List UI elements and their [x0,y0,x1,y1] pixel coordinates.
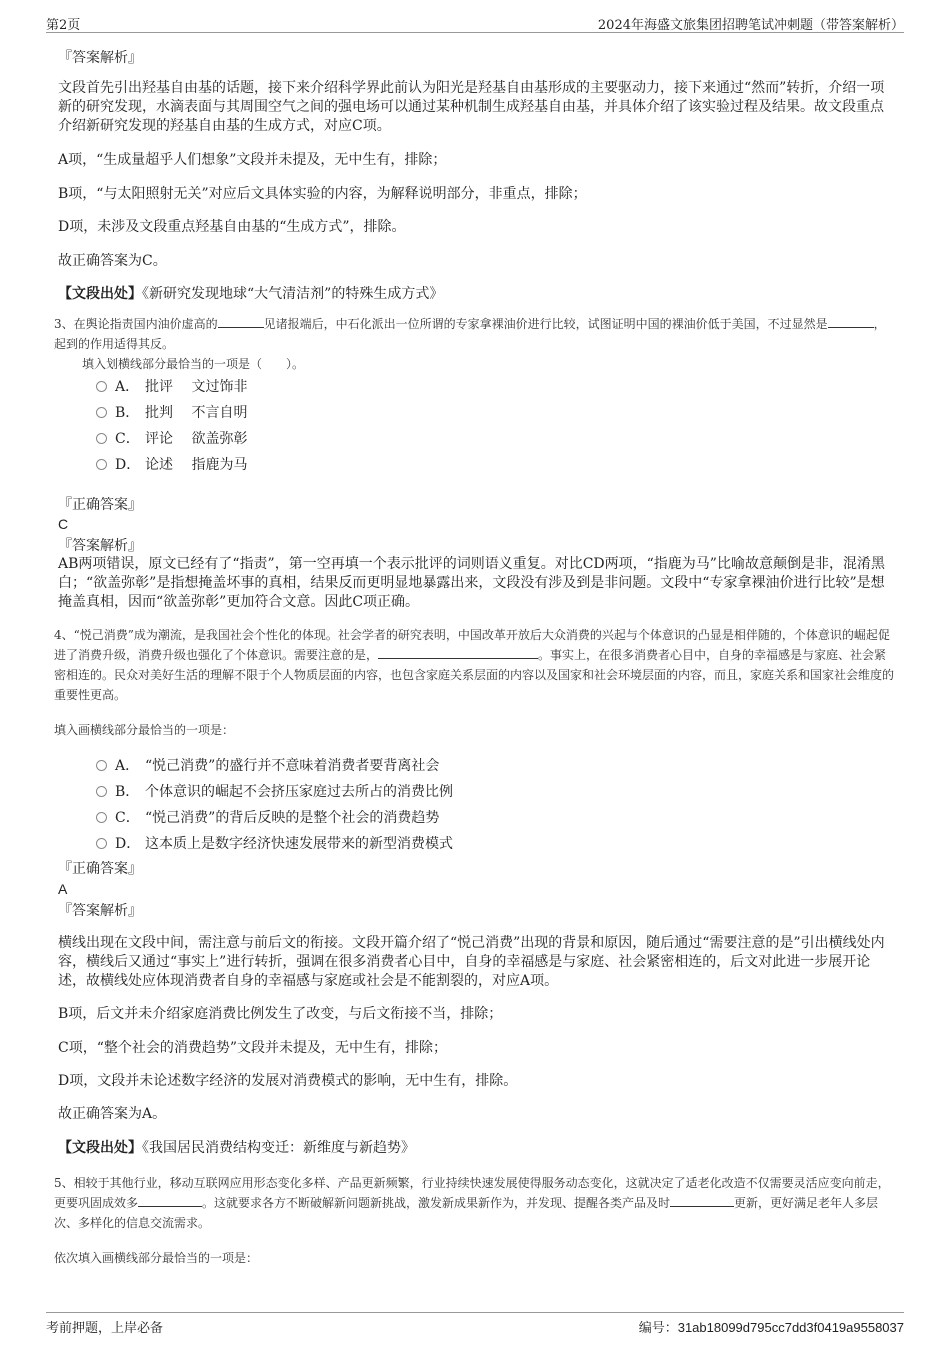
q3-analysis: AB两项错误，原文已经有了“指责”，第一空再填一个表示批评的词则语义重复。对比CD两项，“指鹿为马”比喻故意颠倒是非，混淆黑白；“欲盖弥彰”是指想掩盖坏事的真相，结果反而更明显地暴露出来，文段没有涉及到是非问题。文段中“专家拿裸油价进行比较”是想掩盖真相，因而“欲盖弥彰”更加符合文意。因此C项正确。 [58,556,885,610]
q2-source-label: 【文段出处】 [58,286,142,302]
footer-slogan: 考前押题，上岸必备 [46,1321,164,1336]
q2-option-b-analysis: B项，“与太阳照射无关”对应后文具体实验的内容，为解释说明部分，非重点，排除； [58,186,587,202]
footer-code-label: 编号： [638,1320,678,1335]
q5-stem-part-3: 更新，更好满足老年人多层次、多样化的信息交流需求。 [54,1196,879,1230]
q4-answer: A [58,881,68,897]
q3-option-b[interactable] [96,402,247,422]
q4-source-title: 《我国居民消费结构变迁：新维度与新趋势》 [142,1140,415,1156]
q3-stem [54,314,896,354]
option-text: 批评 文过饰非 [145,379,248,395]
radio-icon[interactable] [96,812,107,823]
q2-source-title: 《新研究发现地球“大气清洁剂”的特殊生成方式》 [142,286,444,302]
q4-prompt: 填入画横线部分最恰当的一项是： [54,723,235,737]
q3-analysis-label: 『答案解析』 [58,538,142,554]
q4-correct-label: 『正确答案』 [58,861,142,877]
q3-correct-label: 『正确答案』 [58,497,142,513]
page-footer [46,1312,904,1337]
q4-option-d[interactable] [96,833,453,853]
q4-option-b[interactable] [96,781,453,801]
q3-blank-1 [218,327,264,328]
q4-conclusion: 故正确答案为A。 [58,1106,167,1122]
q4-analysis-paragraph: 横线出现在文段中间，需注意与前后文的衔接。文段开篇介绍了“悦己消费”出现的背景和原因，随后通过“需要注意的是”引出横线处内容，横线后又通过“事实上”进行转折，强调在很多消费者心目中，自身的幸福感是与家庭、社会紧密相连的，后文对此进一步展开论述，故横线处应体现消费者自身的幸福感与家庭或社会是不能割裂的，对应A项。 [58,935,885,989]
q3-prompt: 填入划横线部分最恰当的一项是（ ）。 [82,357,305,371]
q4-option-d-analysis: D项，文段并未论述数字经济的发展对消费模式的影响，无中生有，排除。 [58,1073,518,1089]
q5-stem [54,1173,896,1233]
radio-icon[interactable] [96,459,107,470]
option-text: 批判 不言自明 [145,405,248,421]
q4-source [58,1139,415,1158]
q3-option-a[interactable] [96,376,247,396]
radio-icon[interactable] [96,838,107,849]
q4-blank [378,658,538,659]
option-text: 论述 指鹿为马 [145,457,248,473]
footer-code [639,1317,904,1336]
option-letter: D． [115,836,141,852]
radio-icon[interactable] [96,433,107,444]
q3-stem-part-3: ，起到的作用适得其反。 [54,317,886,351]
option-letter: C． [115,431,140,447]
q4-analysis-label: 『答案解析』 [58,903,142,919]
option-letter: D． [115,457,141,473]
q4-option-c[interactable] [96,807,439,827]
q5-stem-part-2: 。这就要求各方不断破解新问题新挑战，激发新成果新作为，并发现、提醒各类产品及时 [202,1196,671,1210]
option-text: 个体意识的崛起不会挤压家庭过去所占的消费比例 [145,784,453,800]
radio-icon[interactable] [96,760,107,771]
option-text: “悦己消费”的背后反映的是整个社会的消费趋势 [145,810,440,826]
q4-option-a[interactable] [96,755,439,775]
q2-conclusion: 故正确答案为C。 [58,253,167,269]
q3-option-d[interactable] [96,454,247,474]
page-header [46,12,904,33]
q2-option-d-analysis: D项，未涉及文段重点羟基自由基的“生成方式”，排除。 [58,219,406,235]
q3-answer: C [58,516,69,532]
q4-option-b-analysis: B项，后文并未介绍家庭消费比例发生了改变，与后文衔接不当，排除； [58,1006,503,1022]
q3-option-c[interactable] [96,428,247,448]
option-text: 评论 欲盖弥彰 [145,431,248,447]
q4-stem-part-2: 。事实上，在很多消费者心目中，自身的幸福感是与家庭、社会紧密相连的。民众对美好生活的理解不限于个人物质层面的内容，也包含家庭关系层面的内容以及国家和社会环境层面的内容，而且，家庭关系和国家社会维度的重要性更高。 [54,648,895,702]
q5-blank-1 [138,1206,202,1207]
q2-analysis-label: 『答案解析』 [58,50,142,66]
q3-stem-part-1: 3、在舆论指责国内油价虚高的 [54,317,218,331]
option-letter: B． [115,784,140,800]
option-letter: A． [115,758,140,774]
radio-icon[interactable] [96,381,107,392]
q5-prompt: 依次填入画横线部分最恰当的一项是： [54,1251,259,1265]
radio-icon[interactable] [96,407,107,418]
option-text: “悦己消费”的盛行并不意味着消费者要背离社会 [145,758,440,774]
q3-blank-2 [828,327,874,328]
q3-stem-part-2: 见诸报端后，中石化派出一位所谓的专家拿裸油价进行比较，试图证明中国的裸油价低于美国，不过显然是 [263,317,828,331]
q2-source [58,285,443,304]
q2-analysis-paragraph: 文段首先引出羟基自由基的话题，接下来介绍科学界此前认为阳光是羟基自由基形成的主要驱动力，接下来通过“然而”转折，介绍一项新的研究发现，水滴表面与其周围空气之间的强电场可以通过某种机制生成羟基自由基，并具体介绍了该实验过程及结果。故文段重点介绍新研究发现的羟基自由基的生成方式，对应C项。 [58,80,885,134]
q2-option-a-analysis: A项，“生成量超乎人们想象”文段并未提及，无中生有，排除； [58,152,447,168]
page-number: 第2页 [46,18,81,33]
option-letter: C． [115,810,140,826]
option-letter: B． [115,405,140,421]
q5-blank-2 [670,1206,734,1207]
q5-stem-part-1: 5、相较于其他行业，移动互联网应用形态变化多样、产品更新频繁，行业持续快速发展使得服务动态变化，这就决定了适老化改造不仅需要灵活应变向前走，更要巩固成效多 [54,1176,890,1210]
document-title: 2024年海盛文旅集团招聘笔试冲刺题（带答案解析） [597,18,904,33]
option-letter: A． [115,379,140,395]
q4-option-c-analysis: C项，“整个社会的消费趋势”文段并未提及，无中生有，排除； [58,1040,448,1056]
q4-stem [54,625,896,705]
q4-source-label: 【文段出处】 [58,1140,142,1156]
radio-icon[interactable] [96,786,107,797]
option-text: 这本质上是数字经济快速发展带来的新型消费模式 [145,836,453,852]
q4-stem-part-1: 4、“悦己消费”成为潮流，是我国社会个性化的体现。社会学者的研究表明，中国改革开放后大众消费的兴起与个体意识的凸显是相伴随的，个体意识的崛起促进了消费升级，消费升级也强化了个体意识。需要注意的是， [54,628,890,662]
footer-code-value: 31ab18099d795cc7dd3f0419a9558037 [677,1320,904,1335]
